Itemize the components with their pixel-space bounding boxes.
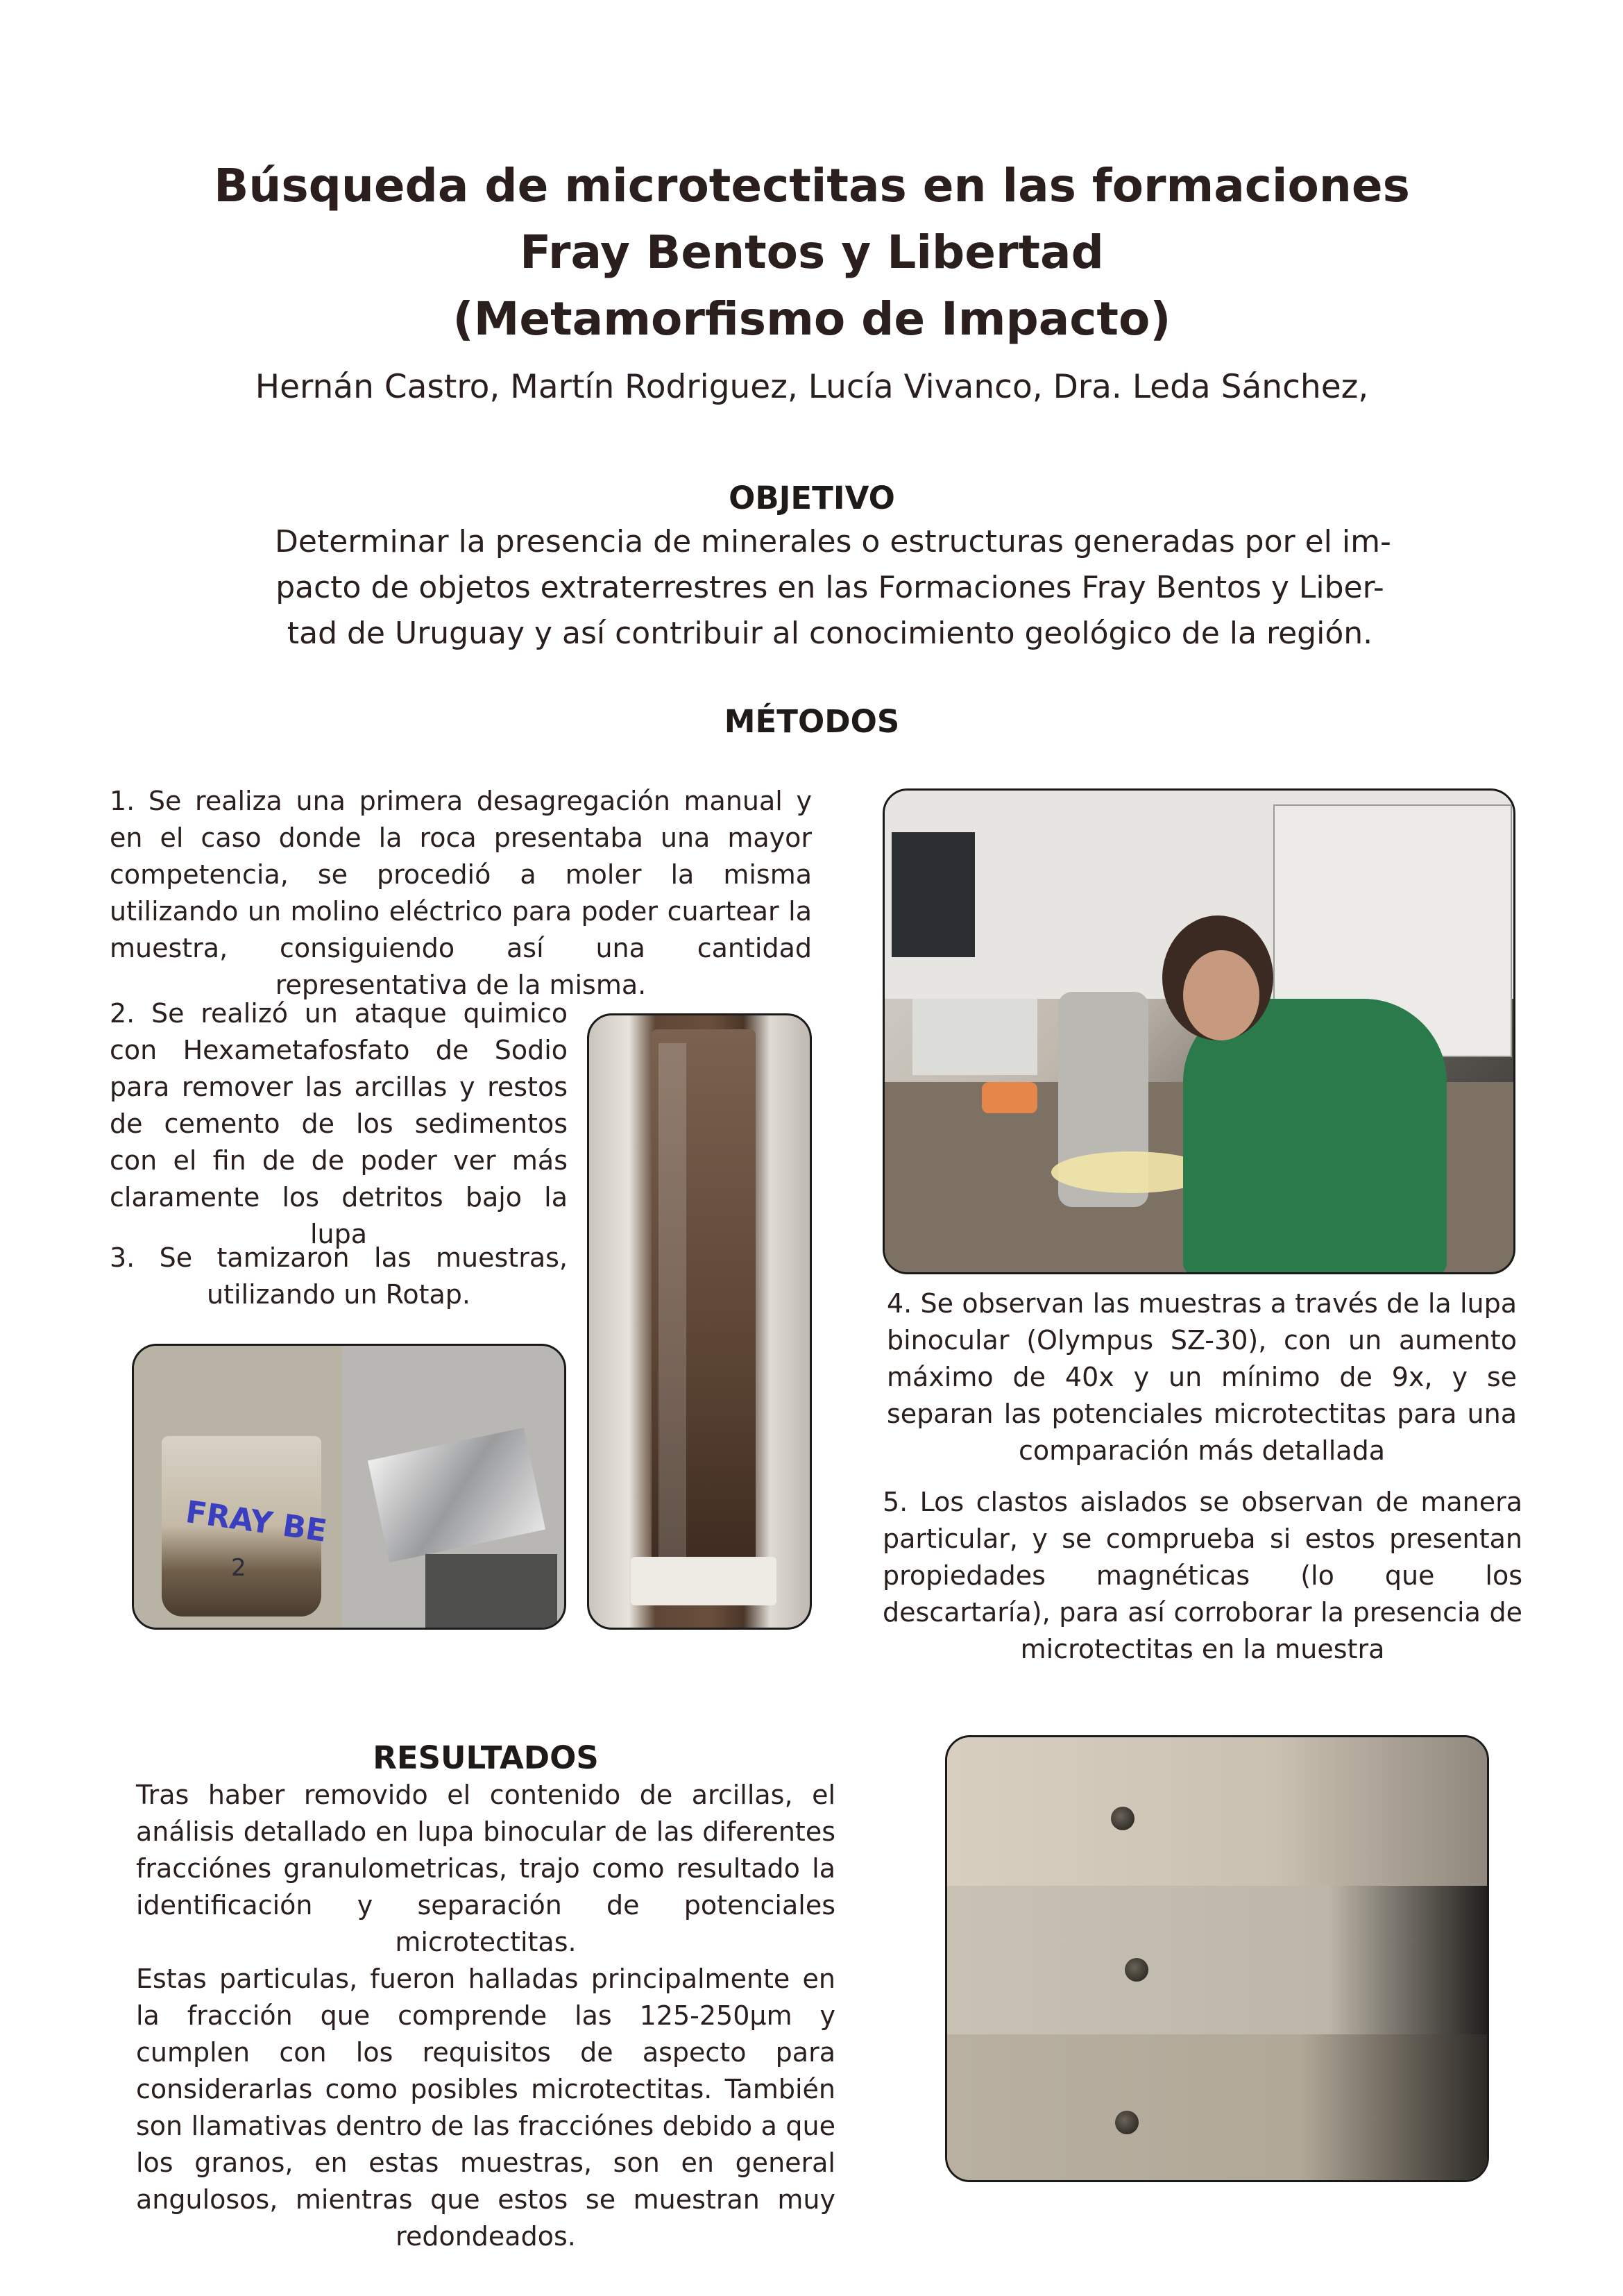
beaker-and-foil-photo [132, 1344, 566, 1630]
title-line-3: (Metamorfismo de Impacto) [452, 292, 1171, 346]
resultados-paragraph-2: Estas particulas, fueron halladas principalmente en la fracción que comprende las 125-250µm y cumplen con los requisitos de aspecto para considerarlas como posibles microtectitas. También son llamativas dentro de las fracciónes debido a que los granos, en estas muestras, son en general angulosos, mientras que estos se muestran muy redondeados. [136, 1964, 835, 2252]
objetivo-heading: OBJETIVO [729, 480, 895, 516]
poster-title [160, 153, 1464, 353]
grain-1 [1111, 1807, 1135, 1830]
method-step-3: 3. Se tamizaron las muestras, utilizando un Rotap. [110, 1242, 568, 1310]
method-step-4: 4. Se observan las muestras a través de la lupa binocular (Olympus SZ-30), con un aumento máximo de 40x y un mínimo de 9x, y se separan las potenciales microtectitas para una comparación más detallada [887, 1288, 1517, 1466]
objetivo-line-2: pacto de objetos extraterrestres en las Formaciones Fray Bentos y Liber- [275, 570, 1384, 605]
method-step-1: 1. Se realiza una primera desagregación manual y en el caso donde la roca presentaba una mayor competencia, se procedió a moler la misma utilizando un molino eléctrico para poder cuartear la muestra, consiguiendo así una cantidad representativa de la misma. [110, 786, 812, 1000]
graduated-cylinder-photo [587, 1013, 812, 1630]
grain-3 [1115, 2111, 1139, 2134]
title-line-2: Fray Bentos y Libertad [520, 226, 1104, 279]
resultados-paragraph-1: Tras haber removido el contenido de arcillas, el análisis detallado en lupa binocular de las diferentes fracciónes granulometricas, trajo como resultado la identificación y separación de potenciales microtectitas. [136, 1780, 835, 1957]
authors: Hernán Castro, Martín Rodriguez, Lucía Vivanco, Dra. Leda Sánchez, [255, 368, 1369, 406]
method-step-2: 2. Se realizó un ataque quimico con Hexametafosfato de Sodio para remover las arcillas y restos de cemento de los sedimentos con el fin de de poder ver más claramente los detritos bajo la lupa [110, 998, 568, 1249]
objetivo-line-1: Determinar la presencia de minerales o estructuras generadas por el im- [275, 524, 1391, 559]
method-step-5: 5. Los clastos aislados se observan de manera particular, y se comprueba si estos presentan propiedades magnéticas (lo que los descartaría), para así corroborar la presencia de microtectitas en la muestra [883, 1487, 1522, 1664]
resultados-heading: RESULTADOS [373, 1739, 599, 1776]
metodos-heading: MÉTODOS [724, 703, 900, 740]
grain-2 [1125, 1958, 1148, 1982]
objetivo-line-3: tad de Uruguay y así contribuir al conocimiento geológico de la región. [287, 616, 1373, 651]
objetivo-text [275, 519, 1391, 657]
resultados-text [136, 1777, 835, 2255]
beaker-label: FRAY BE [183, 1494, 330, 1549]
title-line-1: Búsqueda de microtectitas en las formaciones [214, 159, 1410, 212]
lab-microscope-photo [883, 788, 1515, 1274]
microtectite-grains-photo [945, 1735, 1489, 2182]
beaker-number: 2 [231, 1554, 246, 1582]
